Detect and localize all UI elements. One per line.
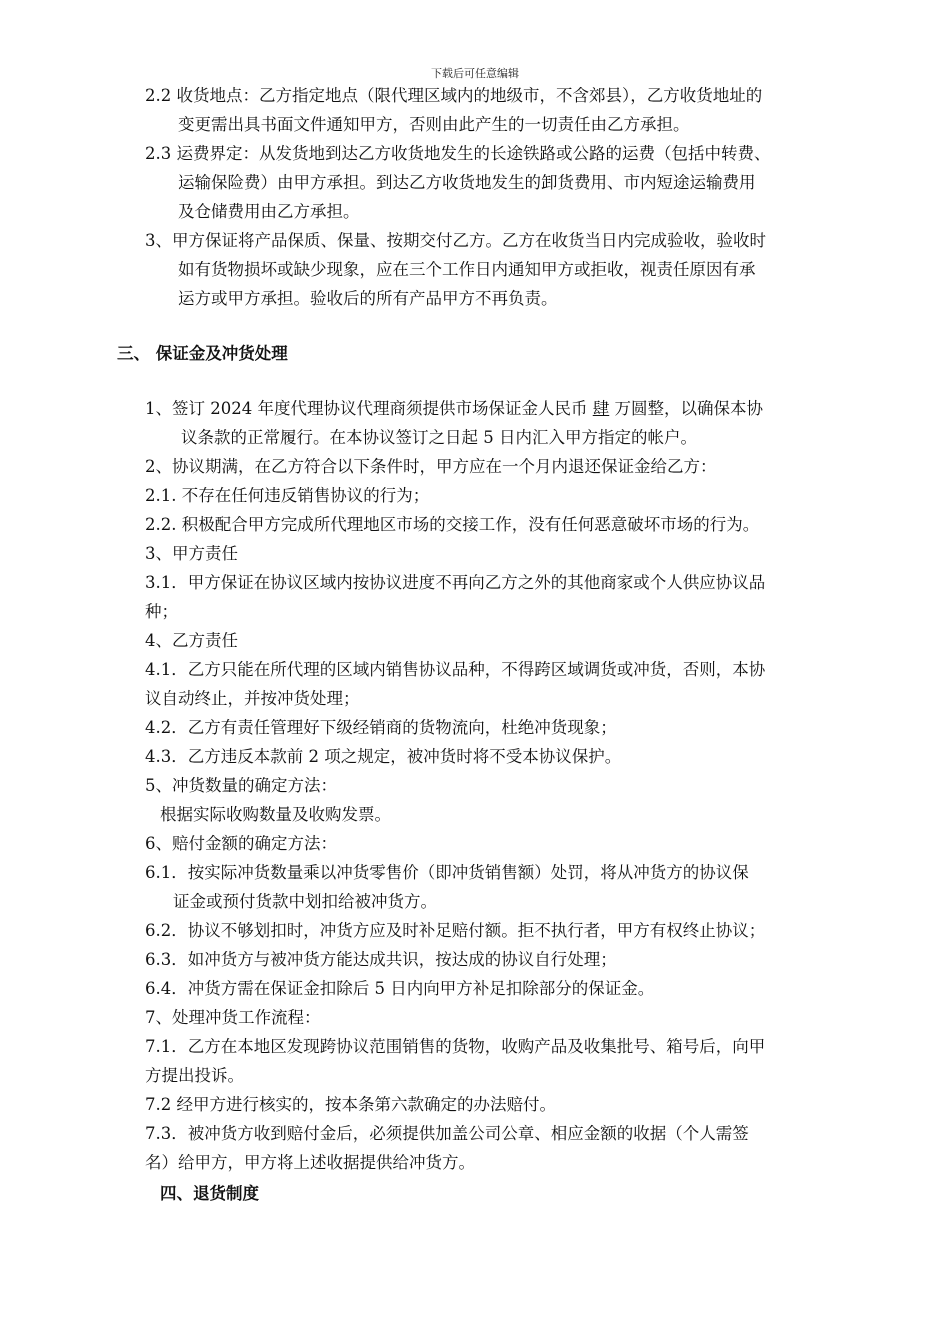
text-line: 2.1. 不存在任何违反销售协议的行为； [145,486,430,505]
text-segment: 万圆整，以确保本协 [614,399,763,418]
text-line: 名）给甲方，甲方将上述收据提供给冲货方。 [145,1153,475,1172]
text-line: 6、赔付金额的确定方法： [145,834,337,853]
text-line: 运方或甲方承担。验收后的所有产品甲方不再负责。 [178,289,558,308]
text-line: 7、处理冲货工作流程： [145,1008,321,1027]
text-line [145,398,763,420]
text-line: 根据实际收购数量及收购发票。 [160,805,391,824]
text-line: 2、协议期满，在乙方符合以下条件时，甲方应在一个月内退还保证金给乙方： [145,457,717,476]
text-line: 方提出投诉。 [145,1066,244,1085]
text-line: 变更需出具书面文件通知甲方，否则由此产生的一切责任由乙方承担。 [178,115,690,134]
text-line: 3.1．甲方保证在协议区域内按协议进度不再向乙方之外的其他商家或个人供应协议品 [145,573,766,592]
section-heading: 四、退货制度 [160,1184,259,1203]
page-header-note: 下载后可任意编辑 [431,67,519,80]
text-line: 4.1．乙方只能在所代理的区域内销售协议品种，不得跨区域调货或冲货，否则，本协 [145,660,766,679]
text-line: 7.1．乙方在本地区发现跨协议范围销售的货物，收购产品及收集批号、箱号后，向甲 [145,1037,766,1056]
text-line: 4.3．乙方违反本款前 2 项之规定，被冲货时将不受本协议保护。 [145,747,622,766]
text-line: 6.3．如冲货方与被冲货方能达成共识，按达成的协议自行处理； [145,950,617,969]
text-line: 运输保险费）由甲方承担。到达乙方收货地发生的卸货费用、市内短途运输费用 [178,173,756,192]
text-line: 6.2．协议不够划扣时，冲货方应及时补足赔付额。拒不执行者，甲方有权终止协议； [145,921,766,940]
section-heading: 三、 保证金及冲货处理 [117,344,288,363]
text-line: 5、冲货数量的确定方法： [145,776,337,795]
text-line: 2.2 收货地点：乙方指定地点（限代理区域内的地级市，不含郊县），乙方收货地址的 [145,86,763,105]
text-segment: 1、签订 2024 年度代理协议代理商须提供市场保证金人民币 [145,399,588,418]
text-line: 证金或预付货款中划扣给被冲货方。 [173,892,437,911]
text-line: 3、甲方保证将产品保质、保量、按期交付乙方。乙方在收货当日内完成验收，验收时 [145,231,766,250]
text-line: 议条款的正常履行。在本协议签订之日起 5 日内汇入甲方指定的帐户。 [181,428,697,447]
text-line: 6.4．冲货方需在保证金扣除后 5 日内向甲方补足扣除部分的保证金。 [145,979,655,998]
text-line: 种； [145,602,178,621]
text-line: 7.2 经甲方进行核实的，按本条第六款确定的办法赔付。 [145,1095,556,1114]
deposit-amount: 肆 [592,399,610,418]
text-line: 2.2. 积极配合甲方完成所代理地区市场的交接工作，没有任何恶意破坏市场的行为。 [145,515,760,534]
text-line: 6.1．按实际冲货数量乘以冲货零售价（即冲货销售额）处罚，将从冲货方的协议保 [145,863,749,882]
text-line: 3、甲方责任 [145,544,238,563]
text-line: 及仓储费用由乙方承担。 [178,202,360,221]
text-line: 7.3．被冲货方收到赔付金后，必须提供加盖公司公章、相应金额的收据（个人需签 [145,1124,749,1143]
text-line: 如有货物损坏或缺少现象，应在三个工作日内通知甲方或拒收，视责任原因有承 [178,260,756,279]
text-line: 4、乙方责任 [145,631,238,650]
text-line: 4.2．乙方有责任管理好下级经销商的货物流向，杜绝冲货现象； [145,718,617,737]
text-line: 议自动终止，并按冲货处理； [145,689,360,708]
text-line: 2.3 运费界定：从发货地到达乙方收货地发生的长途铁路或公路的运费（包括中转费、 [145,144,771,163]
